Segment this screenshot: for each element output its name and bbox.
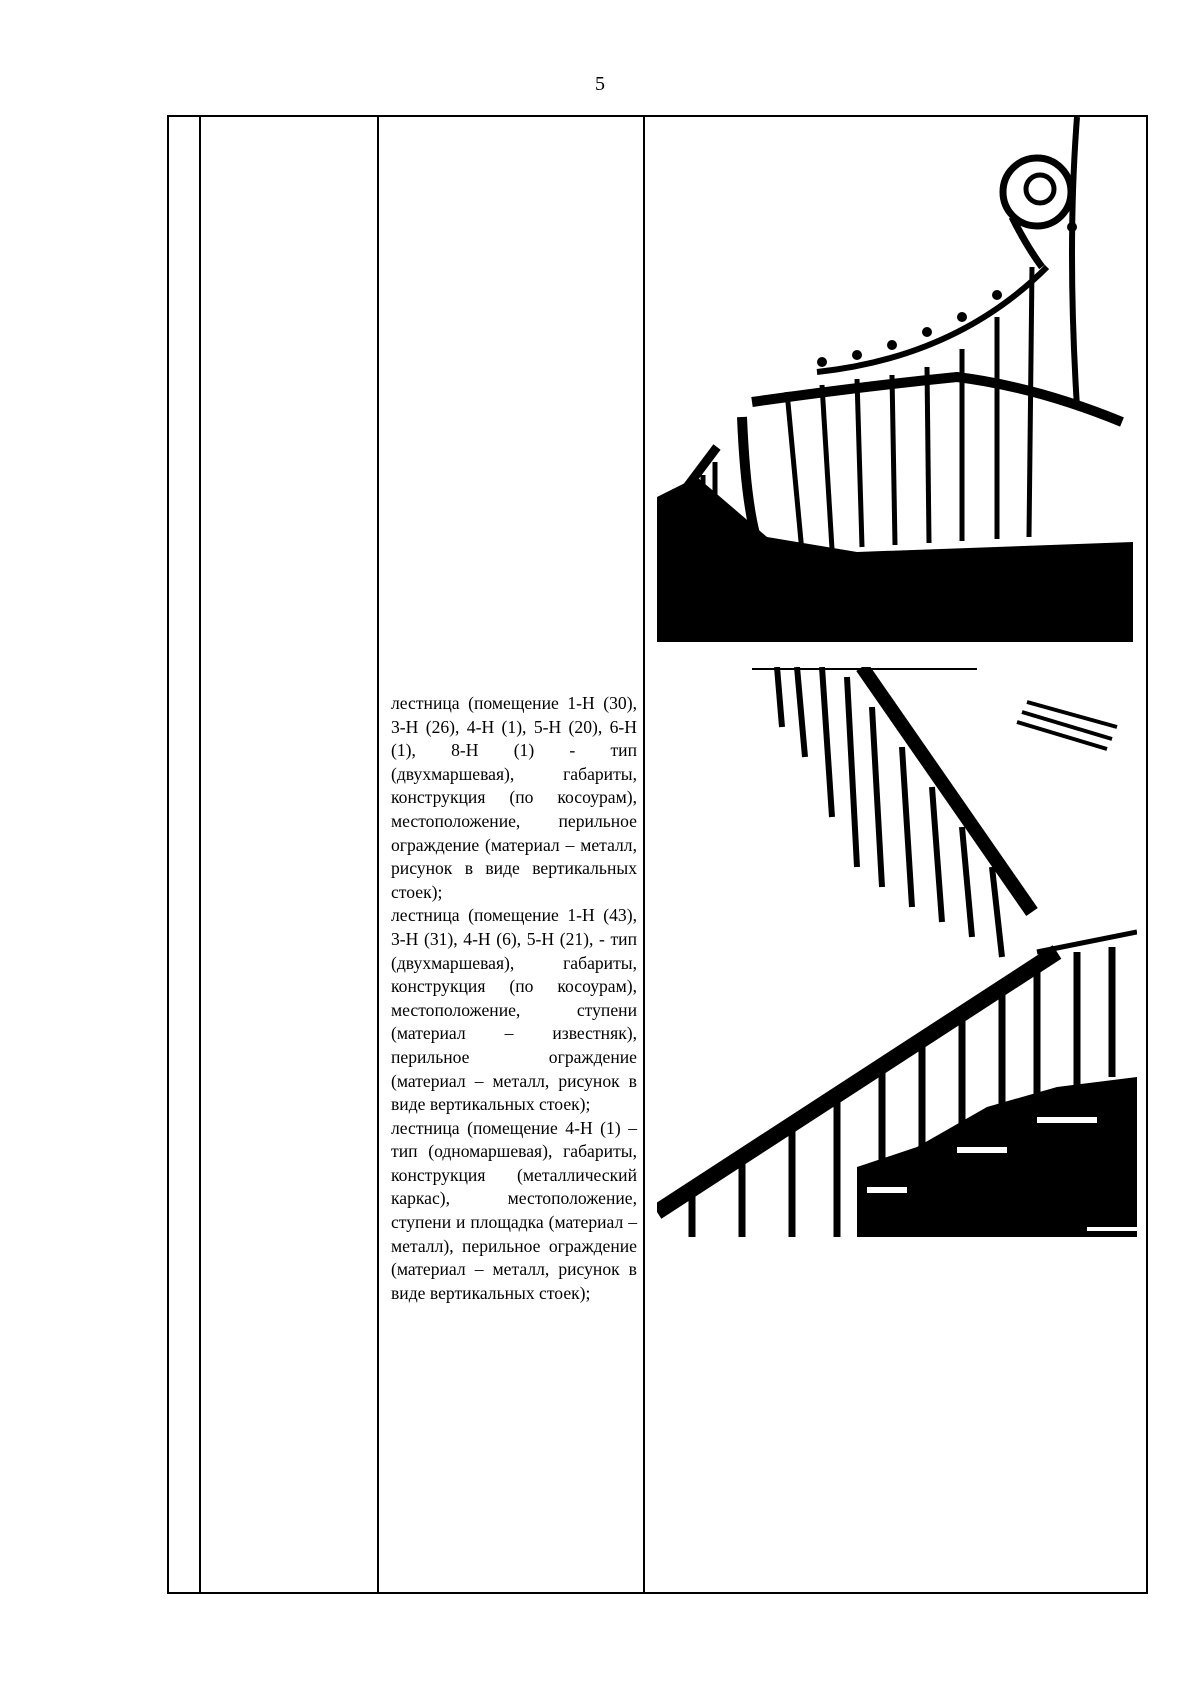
description-paragraph-2: лестница (помещение 1-Н (43), 3-Н (31), 4-Н (6), 5-Н (21), - тип (двухмаршевая), габариты, конструкция (по косоурам), местоположение, ступени (материал – известняк), перильное ограждение (материал – металл, рисунок в виде вертикальных стоек); [391,905,637,1115]
description-paragraph-3: лестница (помещение 4-Н (1) – тип (одномаршевая), габариты, конструкция (металлический каркас), местоположение, ступени и площадка (материал – металл), перильное ограждение (материал – металл, рисунок в виде вертикальных стоек); [391,1117,637,1303]
staircase-photo-2 [657,667,1137,1237]
column-divider [199,117,201,1592]
column-divider [643,117,645,1592]
column-divider [377,117,379,1592]
staircase-photo-1 [657,117,1133,642]
page-number: 5 [595,73,605,95]
description-paragraph-1: лестница (помещение 1-Н (30), 3-Н (26), 4-Н (1), 5-Н (20), 6-Н (1), 8-Н (1) - тип (двухмаршевая), габариты, конструкция (по косоурам), местоположение, перильное ограждение (материал – металл, рисунок в виде вертикальных стоек); [391,693,637,902]
document-table [167,115,1148,1594]
description-cell [391,692,637,1305]
